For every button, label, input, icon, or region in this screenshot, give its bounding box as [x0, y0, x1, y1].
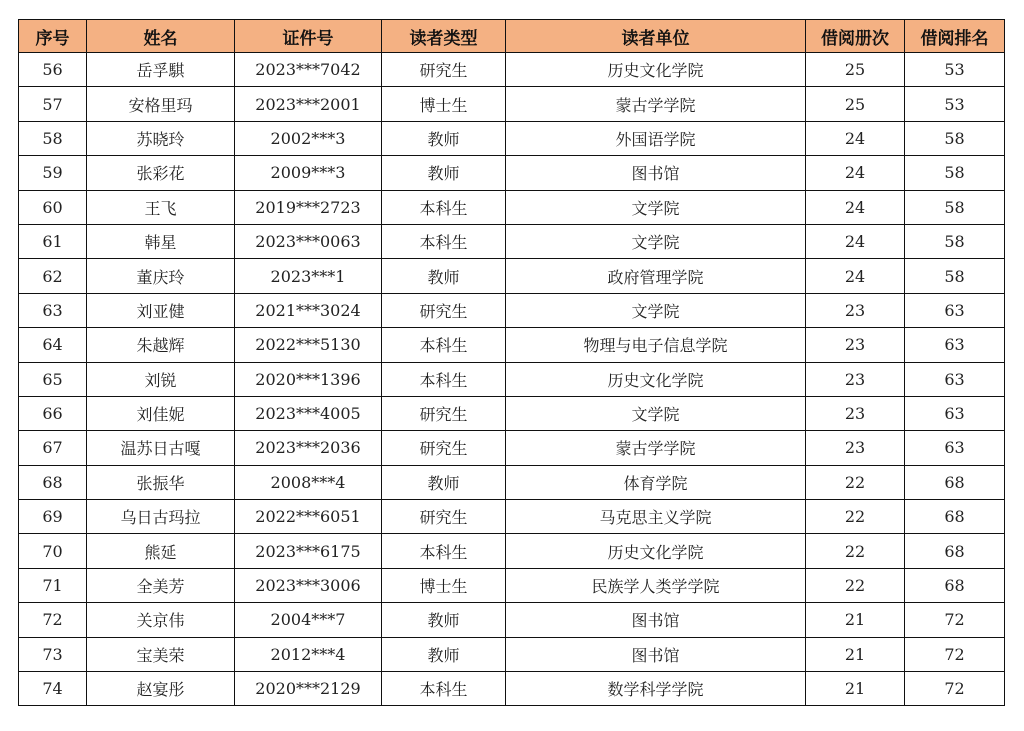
cell-borrow-count: 25 — [806, 53, 905, 87]
cell-reader-unit: 图书馆 — [506, 156, 806, 190]
cell-id-number: 2023***7042 — [235, 53, 382, 87]
cell-seq: 67 — [19, 431, 87, 465]
cell-name: 韩星 — [87, 224, 235, 258]
cell-reader-type: 教师 — [382, 121, 506, 155]
cell-id-number: 2020***1396 — [235, 362, 382, 396]
cell-reader-unit: 文学院 — [506, 190, 806, 224]
cell-borrow-count: 22 — [806, 568, 905, 602]
cell-seq: 59 — [19, 156, 87, 190]
cell-borrow-rank: 63 — [905, 293, 1005, 327]
table-row — [19, 431, 1005, 465]
cell-seq: 63 — [19, 293, 87, 327]
cell-seq: 70 — [19, 534, 87, 568]
header-borrow-rank: 借阅排名 — [905, 20, 1005, 53]
cell-name: 安格里玛 — [87, 87, 235, 121]
cell-borrow-rank: 58 — [905, 190, 1005, 224]
cell-id-number: 2023***2036 — [235, 431, 382, 465]
cell-borrow-rank: 63 — [905, 396, 1005, 430]
table-row — [19, 603, 1005, 637]
table-row — [19, 156, 1005, 190]
cell-borrow-count: 23 — [806, 396, 905, 430]
cell-borrow-count: 24 — [806, 259, 905, 293]
cell-borrow-rank: 68 — [905, 534, 1005, 568]
cell-id-number: 2020***2129 — [235, 672, 382, 706]
cell-name: 全美芳 — [87, 568, 235, 602]
cell-reader-unit: 体育学院 — [506, 465, 806, 499]
cell-reader-type: 本科生 — [382, 362, 506, 396]
cell-id-number: 2023***0063 — [235, 224, 382, 258]
cell-borrow-rank: 53 — [905, 53, 1005, 87]
cell-seq: 56 — [19, 53, 87, 87]
cell-borrow-rank: 58 — [905, 121, 1005, 155]
cell-id-number: 2002***3 — [235, 121, 382, 155]
cell-name: 王飞 — [87, 190, 235, 224]
cell-reader-unit: 蒙古学学院 — [506, 431, 806, 465]
header-borrow-count: 借阅册次 — [806, 20, 905, 53]
cell-borrow-rank: 63 — [905, 362, 1005, 396]
cell-borrow-rank: 63 — [905, 328, 1005, 362]
table-row — [19, 362, 1005, 396]
cell-reader-unit: 历史文化学院 — [506, 53, 806, 87]
table-row — [19, 568, 1005, 602]
table-row — [19, 637, 1005, 671]
cell-reader-type: 研究生 — [382, 293, 506, 327]
header-id-number: 证件号 — [235, 20, 382, 53]
cell-borrow-count: 22 — [806, 500, 905, 534]
table-row — [19, 465, 1005, 499]
cell-name: 刘亚健 — [87, 293, 235, 327]
borrowing-ranking-table — [18, 19, 1005, 706]
cell-name: 关京伟 — [87, 603, 235, 637]
cell-seq: 65 — [19, 362, 87, 396]
table-row — [19, 328, 1005, 362]
table-header — [19, 20, 1005, 53]
cell-reader-unit: 图书馆 — [506, 637, 806, 671]
cell-seq: 69 — [19, 500, 87, 534]
cell-reader-type: 博士生 — [382, 568, 506, 602]
cell-reader-unit: 政府管理学院 — [506, 259, 806, 293]
cell-seq: 57 — [19, 87, 87, 121]
cell-borrow-rank: 72 — [905, 672, 1005, 706]
table-row — [19, 672, 1005, 706]
cell-reader-type: 博士生 — [382, 87, 506, 121]
cell-id-number: 2023***2001 — [235, 87, 382, 121]
cell-borrow-count: 24 — [806, 156, 905, 190]
cell-borrow-count: 24 — [806, 190, 905, 224]
table-row — [19, 293, 1005, 327]
cell-borrow-rank: 58 — [905, 156, 1005, 190]
cell-name: 张振华 — [87, 465, 235, 499]
cell-reader-unit: 文学院 — [506, 293, 806, 327]
cell-reader-type: 教师 — [382, 259, 506, 293]
cell-borrow-count: 22 — [806, 465, 905, 499]
table-row — [19, 190, 1005, 224]
cell-borrow-count: 23 — [806, 328, 905, 362]
cell-name: 刘锐 — [87, 362, 235, 396]
cell-borrow-count: 25 — [806, 87, 905, 121]
cell-name: 宝美荣 — [87, 637, 235, 671]
cell-name: 熊延 — [87, 534, 235, 568]
cell-borrow-count: 21 — [806, 637, 905, 671]
cell-id-number: 2004***7 — [235, 603, 382, 637]
cell-name: 董庆玲 — [87, 259, 235, 293]
header-row — [19, 20, 1005, 53]
cell-borrow-rank: 72 — [905, 637, 1005, 671]
cell-seq: 66 — [19, 396, 87, 430]
cell-seq: 74 — [19, 672, 87, 706]
cell-reader-type: 本科生 — [382, 328, 506, 362]
cell-reader-unit: 马克思主义学院 — [506, 500, 806, 534]
table-row — [19, 396, 1005, 430]
cell-borrow-rank: 72 — [905, 603, 1005, 637]
cell-id-number: 2023***4005 — [235, 396, 382, 430]
table-row — [19, 224, 1005, 258]
header-reader-unit: 读者单位 — [506, 20, 806, 53]
cell-borrow-count: 21 — [806, 672, 905, 706]
cell-name: 刘佳妮 — [87, 396, 235, 430]
cell-name: 温苏日古嘎 — [87, 431, 235, 465]
cell-reader-type: 教师 — [382, 603, 506, 637]
cell-reader-unit: 外国语学院 — [506, 121, 806, 155]
cell-borrow-rank: 63 — [905, 431, 1005, 465]
cell-id-number: 2022***6051 — [235, 500, 382, 534]
cell-borrow-count: 21 — [806, 603, 905, 637]
cell-borrow-count: 23 — [806, 431, 905, 465]
cell-id-number: 2023***1 — [235, 259, 382, 293]
header-name: 姓名 — [87, 20, 235, 53]
cell-borrow-rank: 68 — [905, 500, 1005, 534]
header-seq: 序号 — [19, 20, 87, 53]
cell-reader-type: 本科生 — [382, 190, 506, 224]
cell-seq: 68 — [19, 465, 87, 499]
cell-reader-unit: 历史文化学院 — [506, 534, 806, 568]
cell-seq: 71 — [19, 568, 87, 602]
cell-borrow-count: 24 — [806, 121, 905, 155]
cell-name: 苏晓玲 — [87, 121, 235, 155]
cell-seq: 58 — [19, 121, 87, 155]
cell-reader-type: 教师 — [382, 637, 506, 671]
cell-reader-unit: 民族学人类学学院 — [506, 568, 806, 602]
cell-borrow-rank: 58 — [905, 259, 1005, 293]
cell-reader-unit: 历史文化学院 — [506, 362, 806, 396]
cell-id-number: 2021***3024 — [235, 293, 382, 327]
cell-reader-type: 本科生 — [382, 534, 506, 568]
cell-borrow-rank: 68 — [905, 568, 1005, 602]
cell-borrow-rank: 53 — [905, 87, 1005, 121]
cell-reader-type: 本科生 — [382, 224, 506, 258]
cell-reader-unit: 文学院 — [506, 224, 806, 258]
cell-id-number: 2008***4 — [235, 465, 382, 499]
table-row — [19, 121, 1005, 155]
cell-name: 乌日古玛拉 — [87, 500, 235, 534]
cell-name: 张彩花 — [87, 156, 235, 190]
cell-name: 朱越辉 — [87, 328, 235, 362]
cell-reader-type: 研究生 — [382, 53, 506, 87]
cell-borrow-count: 23 — [806, 362, 905, 396]
table-body — [19, 53, 1005, 706]
cell-reader-type: 教师 — [382, 465, 506, 499]
cell-reader-type: 研究生 — [382, 431, 506, 465]
cell-seq: 72 — [19, 603, 87, 637]
cell-id-number: 2022***5130 — [235, 328, 382, 362]
cell-seq: 62 — [19, 259, 87, 293]
cell-reader-type: 教师 — [382, 156, 506, 190]
cell-borrow-count: 24 — [806, 224, 905, 258]
cell-reader-unit: 图书馆 — [506, 603, 806, 637]
cell-id-number: 2019***2723 — [235, 190, 382, 224]
cell-borrow-rank: 58 — [905, 224, 1005, 258]
cell-borrow-count: 23 — [806, 293, 905, 327]
cell-name: 赵宴彤 — [87, 672, 235, 706]
cell-reader-type: 研究生 — [382, 500, 506, 534]
cell-id-number: 2023***6175 — [235, 534, 382, 568]
table-row — [19, 53, 1005, 87]
cell-seq: 61 — [19, 224, 87, 258]
cell-reader-unit: 数学科学学院 — [506, 672, 806, 706]
cell-borrow-count: 22 — [806, 534, 905, 568]
cell-id-number: 2012***4 — [235, 637, 382, 671]
cell-reader-unit: 蒙古学学院 — [506, 87, 806, 121]
table-row — [19, 259, 1005, 293]
cell-id-number: 2023***3006 — [235, 568, 382, 602]
cell-name: 岳孚騏 — [87, 53, 235, 87]
table-row — [19, 534, 1005, 568]
table-row — [19, 500, 1005, 534]
cell-id-number: 2009***3 — [235, 156, 382, 190]
table-row — [19, 87, 1005, 121]
cell-reader-unit: 文学院 — [506, 396, 806, 430]
header-reader-type: 读者类型 — [382, 20, 506, 53]
cell-reader-unit: 物理与电子信息学院 — [506, 328, 806, 362]
cell-seq: 60 — [19, 190, 87, 224]
cell-reader-type: 本科生 — [382, 672, 506, 706]
cell-borrow-rank: 68 — [905, 465, 1005, 499]
cell-seq: 73 — [19, 637, 87, 671]
cell-reader-type: 研究生 — [382, 396, 506, 430]
cell-seq: 64 — [19, 328, 87, 362]
